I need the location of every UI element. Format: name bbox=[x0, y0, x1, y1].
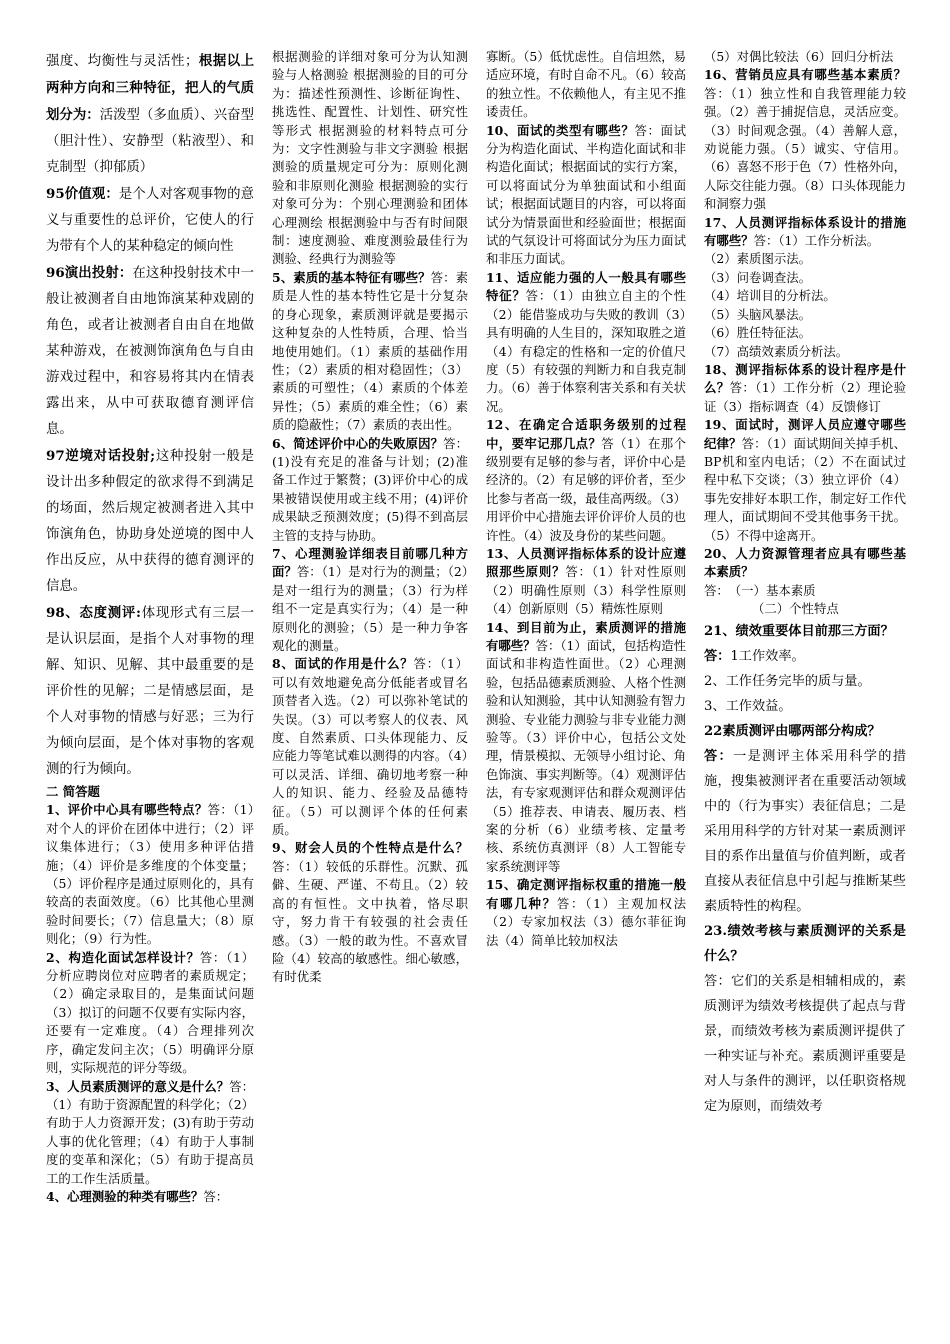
list-item: （6）胜任特征法。 bbox=[704, 325, 812, 341]
term-95: 95价值观：是个人对客观事物的意义与重要性的总评价，它使人的行为带有个人的某种稳定的倾向性 bbox=[46, 186, 254, 254]
answer-22: 答：一是测评主体采用科学的措施，搜集被测评者在重要活动领域中的（行为事实）表征信息；二是采用用科学的方针对某一素质测评目的系作出量值与价值判断，或者直接从表征信息中引起与推断某些素质特性的构程。 bbox=[704, 748, 907, 914]
answer-23: 答：它们的关系是相辅相成的，素质测评为绩效考核提供了起点与背景，而绩效考核为素质测评提供了一种实证与补充。素质测评重要是对人与条件的测评，以任职资格规定为原则，而绩效考 bbox=[704, 973, 906, 1114]
column-1 bbox=[46, 48, 268, 1344]
question-20: 20、人力资源管理者应具有哪些基本素质？ bbox=[704, 545, 906, 580]
column-2 bbox=[272, 48, 468, 1344]
list-item: （3）问卷调查法。 bbox=[704, 269, 812, 285]
list-item: （5）头脑风暴法。 bbox=[704, 306, 812, 322]
answer-line: 3、工作效益。 bbox=[704, 698, 792, 714]
question-8: 8、面试的作用是什么？答：（1）可以有效地避免高分低能者或冒名顶替者入选。（2）可以弥补笔试的失误。（3）可以考察人的仪表、风度、自然素质、口头体现能力、反应能力等笔试难以测得的内容。（4）可以灵活、详细、确切地考察一种人的知识、能力、经验及品德特征。（5）可以测评个体的任何素质。 bbox=[272, 656, 469, 838]
question-2: 2、构造化面试怎样设计？答：（1）分析应聘岗位对应聘者的素质规定；（2）确定录取目的，是集面试问题（3）拟订的问题不仅要有实际内容，还要有一定难度。（4）合理排列次序，确定发问主次；（5）明确评分原则，实际规范的评分等级。 bbox=[46, 949, 254, 1076]
question-3: 3、人员素质测评的意义是什么？答：（1）有助于资源配置的科学化；（2）有助于人力资源开发；(3)有助于劳动人事的优化管理；（4）有助于人事制度的变革和深化；（5）有助于提高员工的工作生活质量。 bbox=[46, 1078, 255, 1186]
list-item: （2）素质图示法。 bbox=[704, 251, 812, 267]
column-4 bbox=[704, 48, 906, 1344]
question-22: 22素质测评由哪两部分构成？ bbox=[704, 723, 881, 739]
question-14: 14、到目前为止，素质测评的措施有哪些？答：（1）面试，包括构造性面试和非构造性面世。（2）心理测验，包括品德素质测验、人格个性测验和认知测验，其中认知测验有智力测验、专业能力测验与非专业能力测验等。（3）评价中心，包括公文处理，情景模拟、无领导小组讨论、角色饰演、事实判断等。（4）观测评估法，有专家观测评估和群众观测评估（5）推荐表、申请表、履历表、档案的分析（6）业绩考核、定量考核、系统仿真测评（8）人工智能专家系统测评等 bbox=[486, 619, 686, 874]
question-23: 23.绩效考核与素质测评的关系是什么？ bbox=[704, 923, 906, 964]
question-18: 18、测评指标体系的设计程序是什么？答：（1）工作分析（2）理论验证（3）指标调查（4）反馈修订 bbox=[704, 361, 906, 414]
question-5: 5、素质的基本特征有哪些？答：素质是人性的基本特性它是十分复杂的身心现象，素质测评就是要揭示这种复杂的人性特质，合理、恰当地使用她们。（1）素质的基础作用性；（2）素质的相对稳固性；（3）素质的可塑性；（4）素质的个体差异性；（5）素质的难全性；（6）素质的隐蔽性；（7）素质的表出性。 bbox=[272, 269, 468, 433]
column-3 bbox=[486, 48, 686, 1344]
question-7: 7、心理测验详细表目前哪几种方面？答：（1）是对行为的测量；（2）是对一组行为的测量；（3）行为样组不一定是真实行为；（4）是一种原则化的测验；（5）是一种力争客观化的测量。 bbox=[272, 545, 469, 653]
answer-line: （二）个性特点 bbox=[752, 601, 839, 617]
answer-line: 2、工作任务完毕的质与量。 bbox=[704, 673, 871, 689]
question-17: 17、人员测评指标体系设计的措施有哪些？答：（1）工作分析法。 bbox=[704, 214, 906, 249]
question-15-continued: （5）对偶比较法（6）回归分析法 bbox=[704, 49, 894, 64]
question-4: 4、心理测验的种类有哪些？答： bbox=[46, 1188, 229, 1204]
term-98: 98、态度测评:体现形式有三层一是认识层面，是指个人对事物的理解、知识、见解、其中最重要的是评价性的见解；二是情感层面，是个人对事物的情感与好恶；三为行为倾向层面，是个体对事物的客观测的行为倾向。 bbox=[46, 605, 255, 777]
section-heading: 二 简答题 bbox=[46, 784, 100, 799]
term-97: 97逆境对话投射;这种投射一般是设计出多种假定的欲求得不到满足的场面，然后规定被测者进入其中饰演角色，协助身处逆境的图中人作出反应，从中获得的德育测评的信息。 bbox=[46, 448, 254, 594]
question-16: 16、营销员应具有哪些基本素质？答：（1）独立性和自我管理能力较强。（2）善于捕捉信息，灵活应变。（3）时间观念强。（4）善解人意，劝说能力强。（5）诚实、守信用。（6）喜怒不形于色（7）性格外向，人际交往能力强。（8）口头体现能力和洞察力强 bbox=[704, 67, 906, 212]
question-12: 12、在确定合适职务级别的过程中，要牢记那几点？答（1）在那个级别要有足够的参与者，评价中心是经济的。（2）有足够的评价者，至少比参与者高一级，最佳高两级。（3）用评价中心措施去评价评价人员的也许性。（4）波及身份的某些问题。 bbox=[486, 417, 686, 543]
question-13: 13、人员测评指标体系的设计应遵照那些原则？答：（1）针对性原则（2）明确性原则（3）科学性原则（4）创新原则（5）精炼性原则 bbox=[486, 545, 686, 617]
list-item: （7）高绩效素质分析法。 bbox=[704, 343, 849, 359]
list-item: （4）培训目的分析法。 bbox=[704, 288, 836, 304]
question-19: 19、面试时，测评人员应遵守哪些纪律？答：（1）面试期间关掉手机、BP机和室内电话；（2）不在面试过程中私下交谈；（3）独立评价（4）事先安排好本职工作，制定好工作代理人，面试期间不受其他事务干扰。（5）不得中途离开。 bbox=[704, 417, 906, 543]
term-96: 96演出投射：在这种投射技术中一般让被测者自由地饰演某种戏剧的角色，或者让被测者自由自在地做某种游戏，在被测饰演角色与自由游戏过程中，和容易将其内在情表露出来，从中可获取德育测评信息。 bbox=[46, 265, 255, 437]
question-1: 1、评价中心具有哪些特点？答：（1）对个人的评价在团体中进行；（2）评议集体进行；（3）使用多种评估措施；（4）评价是多维度的个体变量；（5）评价程序是通过原则化的，具有较高的表面效度。（6）比其他心里测验时间要长；（7）信息量大；（8）原则化；（9）行为性。 bbox=[46, 802, 254, 947]
question-4-continued: 根据测验的详细对象可分为认知测验与人格测验 根据测验的目的可分为：描述性预测性、诊断征询性、挑选性、配置性、计划性、研究性等形式 根据测验的材料特点可分为：文字性测验与非文字测验 根据测验的质量规定可分为：原则化测验和非原则化测验 根据测验的实行对象可分为：个别心理测验和团体心理测绘 根据测验中与否有时间限制：速度测验、难度测验最佳行为测验、经典行为测验等 bbox=[272, 49, 468, 267]
answer-line: 答：1工作效率。 bbox=[704, 648, 805, 664]
paragraph-temperament: 强度、均衡性与灵活性；根据以上两种方向和三种特征，把人的气质划分为：活泼型（多血质）、兴奋型 （胆汁性）、安静型（粘液型）、和克制型（抑郁质） bbox=[46, 53, 268, 175]
answer-line: 答： （一）基本素质 bbox=[704, 582, 816, 598]
question-9: 9、财会人员的个性特点是什么？答：（1）较低的乐群性。沉默、孤僻、生硬、严谨、不苟且。（2）较高的有恒性。文中执着，恪尽职守，努力肯干有较强的社会责任感。（3）一般的敢为性。不喜欢冒险（4）较高的敏感性。细心敏感，有时优柔 bbox=[272, 840, 468, 985]
question-10: 10、面试的类型有哪些？答：面试分为构造化面试、半构造化面试和非构造化面试；根据面试的实行方案，可以将面试分为单独面试和小组面试；根据面试题目的内容，可以将面试分为情景面世和经验面世；根据面试的气氛设计可将面试分为压力面试和非压力面试。 bbox=[486, 122, 687, 267]
question-6: 6、简述评价中心的失败原因？答：(1)没有充足的准备与计划；(2)准备工作过于繁赘；(3)评价中心的成果被错误使用或主线不用；(4)评价成果缺乏预测效度；(5)得不到高层主管的支持与协助。 bbox=[272, 435, 469, 543]
question-9-continued: 寡断。（5）低忧虑性。自信坦然，易适应环境，有时自命不凡。（6）较高的独立性。不依赖他人，有主见不推诿责任。 bbox=[486, 49, 686, 120]
question-15: 15、确定测评指标权重的措施一般有哪几种？答：（1）主观加权法（2）专家加权法（3）德尔菲征询法（4）简单比较加权法 bbox=[486, 877, 686, 948]
question-21: 21、绩效重要体目前那三方面？ bbox=[704, 623, 894, 639]
question-11: 11、适应能力强的人一般具有哪些特征？答：（1）由独立自主的个性（2）能借鉴成功与失败的教训（3）具有明确的人生目的，深知取胜之道（4）有稳定的性格和一定的价值尺度（5）有较强的判断力和自我克制力。（6）善于体察利害关系和有关状况。 bbox=[486, 269, 687, 414]
